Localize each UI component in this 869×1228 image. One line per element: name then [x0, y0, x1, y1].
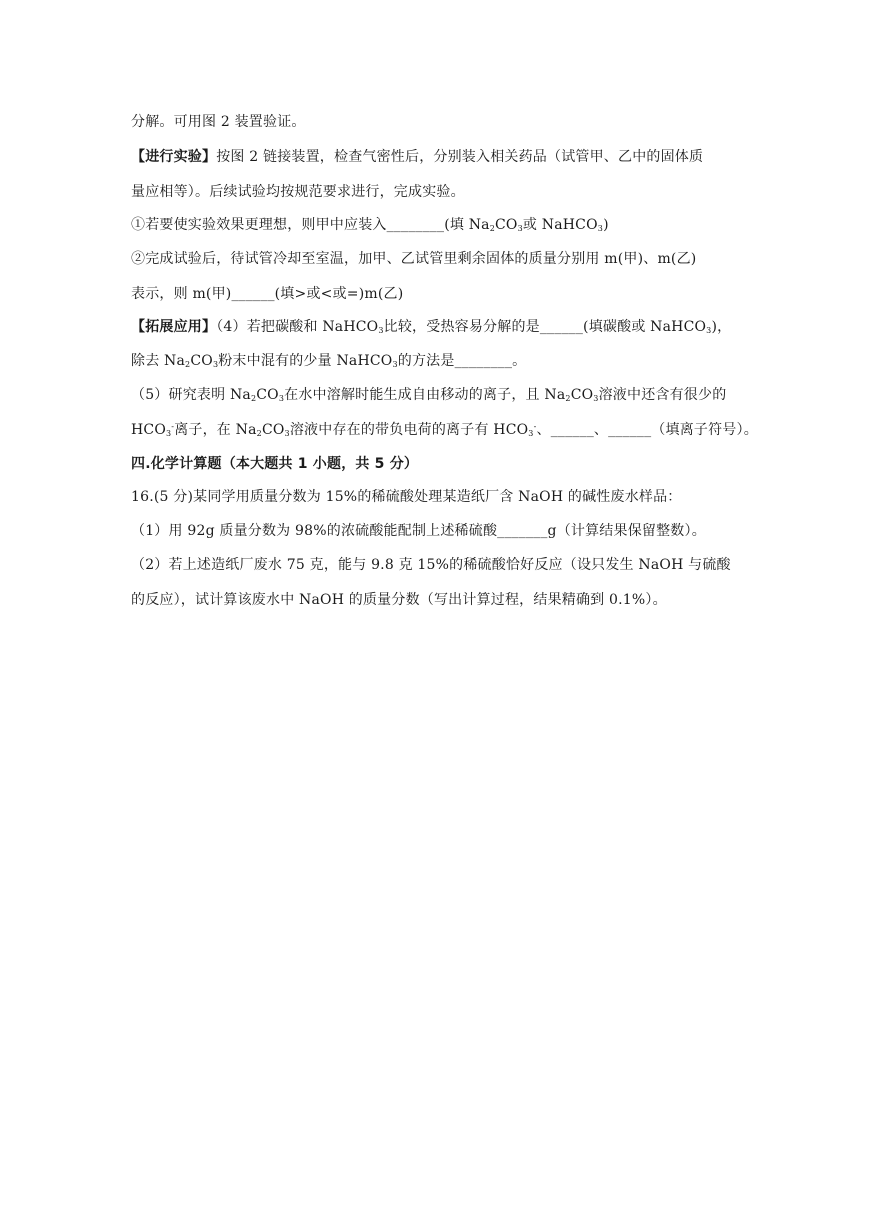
paragraph-experiment-2 [131, 183, 465, 201]
experiment-text-2: 量应相等）。后续试验均按规范要求进行，完成实验。 [131, 184, 465, 200]
q4-text-c: )， [711, 319, 732, 335]
q5-text-b: CO [256, 387, 279, 403]
question-1 [131, 216, 609, 234]
q2-text-1: ②完成试验后，待试管冷却至室温，加甲、乙试管里剩余固体的质量分别用 m(甲)、m(乙) [131, 251, 697, 267]
q5-text-f: HCO [131, 422, 166, 438]
subscript: 3 [706, 326, 712, 335]
question-4-line-1 [131, 318, 731, 336]
q4-text-b: 比较，受热容易分解的是______(填碳酸或 NaHCO [383, 319, 707, 335]
superscript: - [171, 422, 175, 431]
experiment-text-1: 按图 2 链接装置，检查气密性后，分别装入相关药品（试管甲、乙中的固体质 [216, 149, 704, 165]
q5-text-d: CO [570, 387, 594, 403]
subscript: 3 [517, 224, 523, 233]
subscript: 3 [284, 429, 290, 438]
question-5-line-2 [131, 421, 758, 439]
q1-text-mid1: CO [495, 217, 518, 233]
question-2-line-2 [131, 285, 403, 303]
question-5-line-1 [131, 386, 726, 404]
q16-part1-text: （1）用 92g 质量分数为 98%的浓硫酸能配制上述稀硫酸_______g（计算结果保留整数）。 [131, 523, 706, 539]
q2-text-2: 表示，则 m(甲)______(填>或<或=)m(乙) [131, 286, 404, 302]
q1-text-mid2: 或 NaHCO [522, 217, 598, 233]
superscript: - [533, 422, 537, 431]
question-16-intro [131, 488, 682, 506]
question-16-part-2-line-2 [131, 591, 667, 609]
subscript: 2 [565, 394, 571, 403]
q4-text-a: （4）若把碳酸和 NaHCO [216, 319, 379, 335]
section-title-text: 四.化学计算题（本大题共 1 小题，共 5 分） [131, 456, 419, 472]
q16-intro-text: 16.(5 分)某同学用质量分数为 15%的稀硫酸处理某造纸厂含 NaOH 的碱性废水样品： [131, 489, 682, 505]
q5-text-j: 、______、______（填离子符号）。 [536, 422, 758, 438]
q1-text-post: ) [603, 217, 609, 233]
question-16-part-2-line-1 [131, 556, 731, 574]
intro-text: 分解。可用图 2 装置验证。 [131, 114, 306, 130]
q1-text-pre: ①若要使实验效果更理想，则甲中应装入________(填 Na [131, 217, 490, 233]
paragraph-experiment-1 [131, 148, 703, 166]
experiment-heading: 【进行实验】 [131, 149, 217, 165]
question-2-line-1 [131, 250, 696, 268]
q5-text-i: 溶液中存在的带负电荷的离子有 HCO [289, 422, 529, 438]
q5-text-g: 离子，在 Na [174, 422, 257, 438]
q4-text-e: CO [190, 353, 213, 369]
q5-text-a: （5）研究表明 Na [131, 387, 251, 403]
section-4-title [131, 455, 418, 473]
subscript: 3 [597, 224, 604, 233]
subscript: 3 [166, 429, 172, 438]
subscript: 3 [593, 394, 599, 403]
subscript: 3 [392, 360, 398, 369]
question-16-part-1 [131, 522, 706, 540]
subscript: 2 [489, 224, 496, 233]
q16-part2-text-2: 的反应），试计算该废水中 NaOH 的质量分数（写出计算过程，结果精确到 0.1%）。 [131, 592, 667, 608]
subscript: 3 [378, 326, 384, 335]
paragraph-intro [131, 113, 306, 131]
q16-part2-text-1: （2）若上述造纸厂废水 75 克，能与 9.8 克 15%的稀硫酸恰好反应（设只发生 NaOH 与硫酸 [131, 557, 731, 573]
q5-text-e: 溶液中还含有很少的 [598, 387, 727, 403]
extension-heading: 【拓展应用】 [131, 319, 217, 335]
subscript: 3 [278, 394, 285, 403]
subscript: 3 [528, 429, 534, 438]
subscript: 2 [250, 394, 257, 403]
subscript: 2 [256, 429, 262, 438]
question-4-line-2 [131, 352, 526, 370]
subscript: 2 [185, 360, 191, 369]
q5-text-h: CO [261, 422, 285, 438]
q4-text-f: 粉末中混有的少量 NaHCO [218, 353, 393, 369]
q4-text-g: 的方法是________。 [397, 353, 527, 369]
subscript: 3 [212, 360, 219, 369]
q5-text-c: 在水中溶解时能生成自由移动的离子，且 Na [284, 387, 566, 403]
q4-text-d: 除去 Na [131, 353, 186, 369]
